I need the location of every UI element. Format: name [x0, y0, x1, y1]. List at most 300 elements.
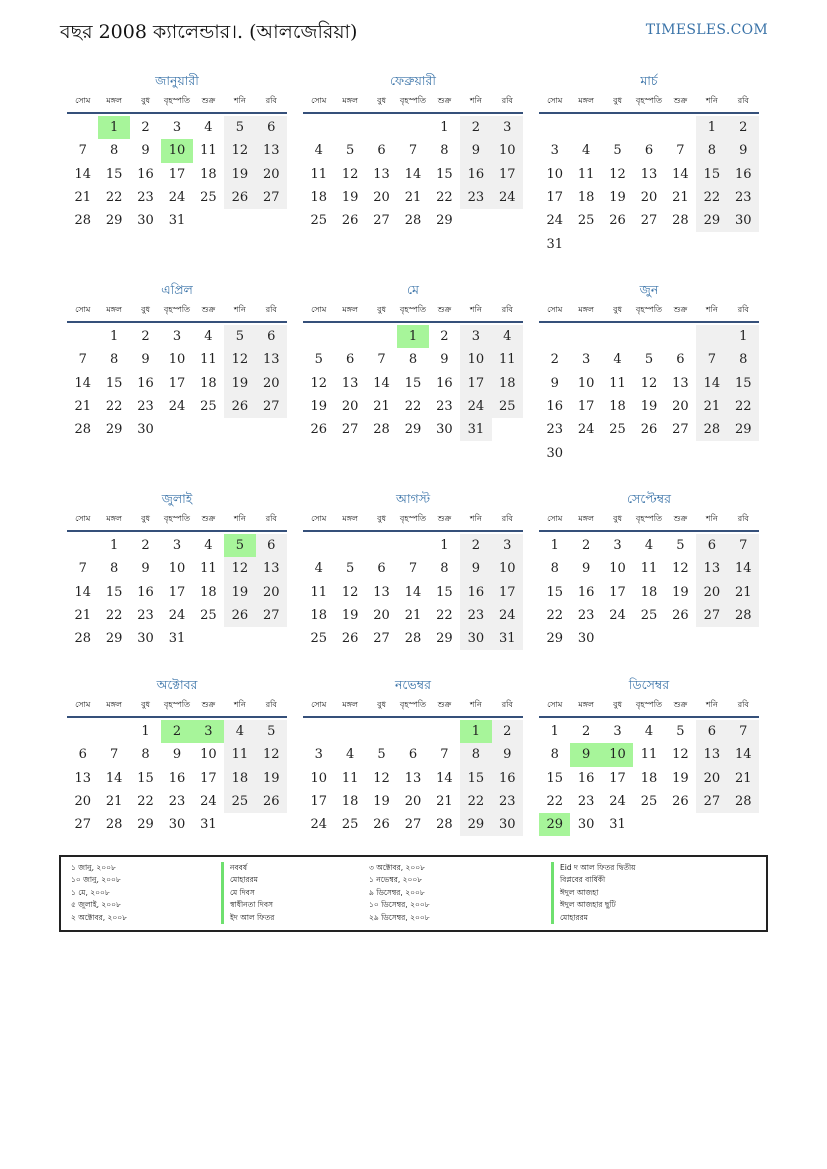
weekday-label: রবি	[265, 304, 277, 314]
legend-col2-names	[551, 862, 636, 924]
day-cell: 10	[168, 352, 186, 368]
weekday-label: সোম	[311, 513, 327, 523]
day-cell: 2	[581, 724, 591, 740]
day-cell: 19	[640, 399, 658, 415]
day-cell: 5	[377, 747, 386, 763]
day-cell: 19	[341, 190, 359, 206]
day-grid	[67, 116, 287, 232]
weekday-header	[539, 90, 759, 114]
day-cell: 29	[105, 631, 123, 647]
weekday-label: রবি	[737, 513, 749, 523]
day-cell: 8	[440, 143, 449, 159]
day-cell: 21	[74, 190, 91, 206]
day-cell: 19	[224, 372, 255, 395]
month-block	[539, 676, 759, 836]
weekday-label: শুক্র	[201, 95, 216, 105]
weekday-label: রবি	[501, 513, 513, 523]
empty-cell	[193, 418, 224, 441]
day-cell: 31	[546, 236, 563, 252]
weekday-header	[303, 90, 523, 114]
legend-holiday-name: মে দিবস	[221, 887, 274, 899]
day-cell: 24	[168, 190, 186, 206]
day-cell: 19	[672, 770, 689, 786]
empty-cell	[539, 116, 570, 139]
weekday-label: শুক্র	[201, 513, 216, 523]
empty-cell	[224, 813, 255, 836]
day-cell: 21	[728, 581, 759, 604]
day-cell: 28	[373, 422, 390, 438]
day-cell: 1	[98, 116, 129, 139]
day-cell: 25	[200, 608, 217, 624]
day-cell: 1	[397, 325, 428, 348]
day-cell: 23	[137, 608, 154, 624]
empty-cell	[665, 627, 696, 650]
day-cell: 22	[105, 399, 123, 415]
day-cell: 22	[546, 608, 563, 624]
day-cell: 29	[728, 418, 759, 441]
day-cell: 2	[141, 120, 150, 136]
day-cell: 13	[672, 375, 689, 391]
day-cell: 9	[141, 561, 150, 577]
day-cell: 25	[640, 794, 658, 810]
day-cell: 22	[436, 190, 453, 206]
empty-cell	[193, 209, 224, 232]
weekday-label: শুক্র	[673, 95, 688, 105]
day-cell: 10	[546, 166, 563, 182]
legend-holiday-name: ইদ আল ফিতর	[221, 912, 274, 924]
day-cell: 10	[200, 747, 217, 763]
day-cell: 23	[492, 790, 523, 813]
day-cell: 16	[137, 375, 154, 391]
legend-holiday-date: ১ নভেম্বর, ২০০৮	[369, 875, 423, 885]
weekday-label: বুধ	[141, 95, 151, 105]
empty-cell	[696, 441, 727, 464]
day-cell: 17	[200, 770, 217, 786]
weekday-label: শুক্র	[437, 513, 452, 523]
day-cell: 21	[728, 767, 759, 790]
day-cell: 17	[168, 584, 186, 600]
day-cell: 6	[256, 116, 287, 139]
day-cell: 19	[341, 608, 359, 624]
day-cell: 29	[105, 422, 123, 438]
weekday-label: শনি	[233, 699, 246, 709]
day-cell: 7	[377, 352, 386, 368]
day-cell: 1	[728, 325, 759, 348]
empty-cell	[728, 627, 759, 650]
empty-cell	[696, 627, 727, 650]
day-cell: 21	[105, 794, 123, 810]
weekday-label: সোম	[75, 304, 91, 314]
day-cell: 10	[602, 743, 633, 766]
day-cell: 31	[492, 627, 523, 650]
day-cell: 16	[460, 163, 491, 186]
month-block	[303, 72, 523, 232]
empty-cell	[161, 418, 192, 441]
day-cell: 20	[640, 190, 658, 206]
weekday-label: মঙ্গল	[106, 513, 122, 523]
day-cell: 25	[609, 422, 626, 438]
month-name: মে	[406, 282, 419, 297]
empty-cell	[67, 720, 98, 743]
day-cell: 28	[728, 790, 759, 813]
empty-cell	[67, 116, 98, 139]
weekday-header	[303, 299, 523, 323]
weekday-label: বৃহস্পতি	[163, 95, 191, 105]
day-cell: 28	[74, 422, 91, 438]
day-cell: 21	[404, 190, 422, 206]
empty-cell	[303, 534, 334, 557]
legend-holiday-name: মোহাররম	[551, 912, 636, 924]
weekday-label: বৃহস্পতি	[635, 304, 663, 314]
day-cell: 4	[204, 538, 213, 554]
day-cell: 9	[550, 375, 559, 391]
day-cell: 27	[74, 817, 91, 833]
day-cell: 15	[546, 584, 563, 600]
empty-cell	[334, 534, 365, 557]
empty-cell	[256, 813, 287, 836]
day-cell: 4	[345, 747, 355, 763]
day-cell: 22	[436, 608, 453, 624]
weekday-label: বুধ	[141, 304, 151, 314]
day-cell: 27	[373, 213, 390, 229]
empty-cell	[366, 116, 397, 139]
month-name: সেপ্টেম্বর	[627, 491, 671, 506]
day-cell: 13	[256, 139, 287, 162]
day-cell: 30	[168, 817, 186, 833]
day-cell: 4	[581, 143, 591, 159]
day-cell: 6	[676, 352, 685, 368]
empty-cell	[224, 209, 255, 232]
day-cell: 26	[256, 790, 287, 813]
empty-cell	[334, 325, 365, 348]
day-cell: 21	[696, 395, 727, 418]
weekday-label: বৃহস্পতি	[163, 513, 191, 523]
day-cell: 5	[256, 720, 287, 743]
day-grid	[303, 116, 523, 232]
day-cell: 20	[74, 794, 91, 810]
weekday-label: মঙ্গল	[578, 304, 594, 314]
day-cell: 1	[109, 538, 119, 554]
day-cell: 3	[492, 116, 523, 139]
day-cell: 16	[436, 375, 453, 391]
day-cell: 20	[341, 399, 359, 415]
weekday-label: বুধ	[141, 513, 151, 523]
empty-cell	[602, 116, 633, 139]
empty-cell	[366, 325, 397, 348]
day-cell: 29	[436, 631, 453, 647]
month-name: ডিসেম্বর	[628, 677, 670, 692]
day-cell: 10	[460, 348, 491, 371]
day-cell: 4	[204, 329, 213, 345]
day-cell: 30	[137, 213, 154, 229]
legend-col1-dates	[71, 862, 127, 924]
day-cell: 7	[440, 747, 449, 763]
month-block	[539, 490, 759, 650]
day-cell: 30	[577, 631, 595, 647]
weekday-label: মঙ্গল	[342, 304, 358, 314]
day-cell: 8	[109, 561, 119, 577]
day-cell: 2	[440, 329, 449, 345]
day-grid	[539, 720, 759, 836]
empty-cell	[728, 232, 759, 255]
day-cell: 3	[172, 120, 182, 136]
day-cell: 23	[577, 794, 595, 810]
day-cell: 15	[436, 166, 453, 182]
day-cell: 6	[408, 747, 418, 763]
day-cell: 24	[460, 395, 491, 418]
day-cell: 22	[105, 190, 123, 206]
day-cell: 24	[310, 817, 327, 833]
empty-cell	[696, 813, 727, 836]
day-cell: 8	[109, 352, 119, 368]
day-cell: 15	[460, 767, 491, 790]
empty-cell	[728, 441, 759, 464]
day-cell: 3	[613, 538, 622, 554]
day-cell: 18	[341, 794, 359, 810]
day-cell: 2	[581, 538, 591, 554]
day-cell: 16	[577, 770, 595, 786]
day-cell: 26	[672, 794, 689, 810]
day-cell: 11	[224, 743, 255, 766]
day-cell: 14	[728, 743, 759, 766]
month-block	[67, 281, 287, 441]
day-cell: 10	[577, 375, 595, 391]
day-cell: 22	[696, 186, 727, 209]
day-cell: 8	[109, 143, 119, 159]
legend-holiday-date: ৩ অক্টোবর, ২০০৮	[369, 863, 426, 872]
day-grid	[539, 325, 759, 465]
day-cell: 7	[696, 348, 727, 371]
day-cell: 6	[377, 143, 386, 159]
day-cell: 11	[200, 352, 217, 368]
day-cell: 26	[341, 631, 359, 647]
day-cell: 30	[577, 817, 595, 833]
day-cell: 28	[105, 817, 123, 833]
day-cell: 1	[696, 116, 727, 139]
day-cell: 7	[676, 143, 685, 159]
weekday-label: শনি	[469, 699, 482, 709]
day-cell: 28	[672, 213, 689, 229]
day-cell: 14	[74, 375, 91, 391]
day-cell: 7	[728, 534, 759, 557]
weekday-label: সোম	[547, 513, 563, 523]
day-cell: 12	[341, 584, 359, 600]
day-cell: 12	[224, 557, 255, 580]
day-cell: 28	[436, 817, 453, 833]
day-cell: 28	[404, 631, 422, 647]
day-cell: 12	[640, 375, 658, 391]
weekday-label: শুক্র	[673, 513, 688, 523]
day-cell: 17	[168, 375, 186, 391]
weekday-label: সোম	[547, 699, 563, 709]
day-cell: 30	[137, 631, 154, 647]
day-cell: 26	[224, 186, 255, 209]
day-cell: 13	[256, 348, 287, 371]
day-cell: 19	[224, 163, 255, 186]
weekday-label: বৃহস্পতি	[399, 513, 427, 523]
day-cell: 27	[640, 213, 658, 229]
day-cell: 3	[613, 724, 622, 740]
empty-cell	[633, 232, 664, 255]
day-cell: 3	[172, 329, 182, 345]
day-cell: 27	[373, 631, 390, 647]
weekday-label: শনি	[705, 304, 718, 314]
day-cell: 13	[640, 166, 658, 182]
weekday-label: সোম	[547, 95, 563, 105]
empty-cell	[633, 627, 664, 650]
day-cell: 14	[105, 770, 123, 786]
month-name: নভেম্বর	[394, 677, 432, 692]
day-cell: 24	[168, 399, 186, 415]
day-grid	[539, 116, 759, 256]
empty-cell	[665, 116, 696, 139]
day-cell: 10	[492, 557, 523, 580]
day-cell: 18	[492, 372, 523, 395]
month-block	[539, 281, 759, 465]
day-cell: 25	[640, 608, 658, 624]
day-cell: 11	[200, 561, 217, 577]
empty-cell	[98, 720, 129, 743]
legend-col2-dates	[369, 862, 430, 924]
day-cell: 21	[373, 399, 390, 415]
day-cell: 27	[256, 395, 287, 418]
empty-cell	[256, 418, 287, 441]
day-cell: 16	[492, 767, 523, 790]
empty-cell	[570, 441, 601, 464]
day-cell: 12	[224, 348, 255, 371]
day-cell: 26	[341, 213, 359, 229]
day-cell: 31	[168, 213, 186, 229]
day-cell: 6	[644, 143, 654, 159]
day-cell: 29	[105, 213, 123, 229]
month-block	[303, 281, 523, 441]
empty-cell	[728, 813, 759, 836]
day-cell: 13	[256, 557, 287, 580]
day-cell: 14	[672, 166, 689, 182]
day-cell: 8	[460, 743, 491, 766]
day-cell: 28	[696, 418, 727, 441]
day-cell: 13	[74, 770, 91, 786]
weekday-label: শনি	[233, 304, 246, 314]
legend-holiday-name: Eid দ আল ফিতর দ্বিতীয়	[551, 862, 636, 874]
weekday-label: সোম	[311, 699, 327, 709]
empty-cell	[696, 232, 727, 255]
day-cell: 27	[256, 604, 287, 627]
weekday-label: শুক্র	[437, 304, 452, 314]
day-cell: 10	[161, 139, 192, 162]
day-cell: 29	[460, 813, 491, 836]
day-grid	[539, 534, 759, 650]
weekday-label: বুধ	[377, 95, 387, 105]
day-cell: 26	[224, 604, 255, 627]
weekday-label: রবি	[737, 304, 749, 314]
weekday-label: সোম	[311, 304, 327, 314]
day-cell: 15	[436, 584, 453, 600]
day-cell: 8	[550, 561, 559, 577]
day-cell: 19	[256, 767, 287, 790]
day-cell: 23	[460, 186, 491, 209]
day-cell: 27	[672, 422, 689, 438]
weekday-label: শনি	[469, 304, 482, 314]
day-cell: 27	[256, 186, 287, 209]
day-cell: 18	[310, 190, 327, 206]
day-cell: 12	[672, 747, 689, 763]
day-cell: 12	[224, 139, 255, 162]
day-cell: 24	[168, 608, 186, 624]
weekday-label: মঙ্গল	[106, 95, 122, 105]
weekday-header	[539, 299, 759, 323]
day-cell: 11	[577, 166, 595, 182]
day-cell: 5	[224, 116, 255, 139]
empty-cell	[570, 116, 601, 139]
day-cell: 13	[373, 584, 390, 600]
legend-col1-names	[221, 862, 274, 924]
day-cell: 14	[74, 584, 91, 600]
page-title: বছর 2008 ক্যালেন্ডার।. (আলজেরিয়া)	[60, 21, 358, 43]
weekday-label: শনি	[705, 513, 718, 523]
legend-holiday-date: ১ মে, ২০০৮	[71, 887, 110, 897]
day-cell: 14	[404, 166, 422, 182]
day-cell: 28	[74, 631, 91, 647]
day-cell: 5	[224, 534, 255, 557]
weekday-label: সোম	[547, 304, 563, 314]
day-cell: 29	[137, 817, 154, 833]
day-cell: 16	[137, 166, 154, 182]
weekday-label: বৃহস্পতি	[635, 513, 663, 523]
day-cell: 10	[492, 139, 523, 162]
month-block	[303, 490, 523, 650]
day-cell: 20	[672, 399, 689, 415]
weekday-label: বুধ	[613, 304, 623, 314]
day-cell: 9	[570, 743, 601, 766]
weekday-label: বুধ	[613, 699, 623, 709]
day-cell: 30	[492, 813, 523, 836]
weekday-label: সোম	[75, 699, 91, 709]
day-cell: 13	[696, 743, 727, 766]
weekday-label: বুধ	[613, 95, 623, 105]
empty-cell	[303, 116, 334, 139]
day-cell: 12	[310, 375, 327, 391]
day-cell: 13	[341, 375, 359, 391]
empty-cell	[633, 441, 664, 464]
day-cell: 7	[408, 143, 418, 159]
day-cell: 3	[492, 534, 523, 557]
day-cell: 17	[577, 399, 595, 415]
day-cell: 8	[141, 747, 150, 763]
empty-cell	[633, 813, 664, 836]
day-cell: 20	[696, 581, 727, 604]
brand-link[interactable]: TIMESLES.COM	[645, 22, 768, 38]
day-cell: 13	[404, 770, 422, 786]
weekday-label: বৃহস্পতি	[399, 304, 427, 314]
day-cell: 26	[609, 213, 626, 229]
empty-cell	[334, 720, 365, 743]
weekday-label: রবি	[737, 699, 749, 709]
day-cell: 8	[728, 348, 759, 371]
month-name: অক্টোবর	[156, 677, 198, 692]
day-cell: 15	[404, 375, 422, 391]
weekday-label: বুধ	[377, 513, 387, 523]
day-cell: 14	[696, 372, 727, 395]
day-cell: 25	[310, 213, 327, 229]
month-name: জানুয়ারী	[155, 73, 199, 88]
day-cell: 27	[696, 790, 727, 813]
day-cell: 15	[105, 375, 123, 391]
day-cell: 23	[460, 604, 491, 627]
day-grid	[67, 325, 287, 441]
day-cell: 4	[492, 325, 523, 348]
weekday-label: মঙ্গল	[578, 513, 594, 523]
